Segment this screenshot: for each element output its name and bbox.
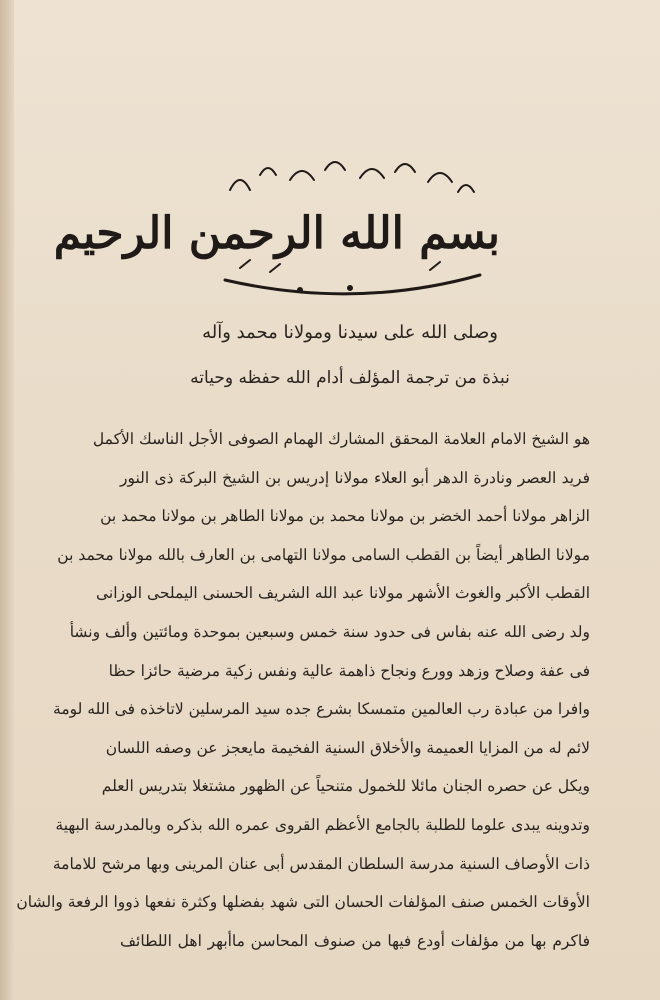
text-line: الزاهر مولانا أحمد الخضر بن مولانا محمد بن مولانا الطاهر بن مولانا محمد بن <box>100 507 590 526</box>
text-line: ذات الأوصاف السنية مدرسة السلطان المقدس أبى عنان المرينى وبها مرشح للامامة <box>52 854 590 873</box>
blessing-line: وصلى الله على سيدنا ومولانا محمد وآله <box>202 322 498 343</box>
text-line: ولد رضى الله عنه بفاس فى حدود سنة خمس وسبعين بموحدة ومائتين وألف ونشأ <box>69 622 590 641</box>
biography-body <box>16 420 590 960</box>
text-line: مولانا الطاهر أيضاً بن القطب السامى مولانا التهامى بن العارف بالله مولانا محمد بن <box>57 545 590 564</box>
text-line: القطب الأكبر والغوث الأشهر مولانا عبد الله الشريف الحسنى اليملحى الوزانى <box>96 584 590 603</box>
text-line: وتدوينه يبدى علوما للطلبة بالجامع الأعظم القروى عمره الله بذكره وبالمدرسة البهية <box>55 815 590 834</box>
page-gutter-shadow <box>0 0 14 1000</box>
text-line: هو الشيخ الامام العلامة المحقق المشارك الهمام الصوفى الأجل الناسك الأكمل <box>92 430 590 448</box>
text-line: لائم له من المزايا العميمة والأخلاق السنية الفخيمة مايعجز عن وصفه اللسان <box>105 738 590 757</box>
text-line: الأوقات الخمس صنف المؤلفات الحسان التى شهد بفضلها وكثرة نفعها ذووا الرفعة والشان <box>16 893 590 912</box>
biography-title: نبذة من ترجمة المؤلف أدام الله حفظه وحياته <box>190 368 510 388</box>
text-line: وافرا من عبادة رب العالمين متمسكا بشرع جده سيد المرسلين لاتاخذه فى الله لومة <box>53 700 590 719</box>
text-line: فاكرم بها من مؤلفات أودع فيها من صنوف المحاسن ماأبهر اهل اللطائف <box>120 931 590 950</box>
text-line: فى عفة وصلاح وزهد وورع ونجاح ذاهمة عالية ونفس زكية مرضية حائزا حظا <box>108 661 590 680</box>
basmala-calligraphy <box>53 150 500 300</box>
text-line: فريد العصر ونادرة الدهر أبو العلاء مولانا إدريس بن الشيخ البركة ذى النور <box>120 468 590 487</box>
basmala-text: بسم الله الرحمن الرحيم <box>53 208 500 259</box>
text-line: ويكل عن حصره الجنان مائلا للخمول متنحياً عن الظهور مشتغلا بتدريس العلم <box>101 777 590 796</box>
